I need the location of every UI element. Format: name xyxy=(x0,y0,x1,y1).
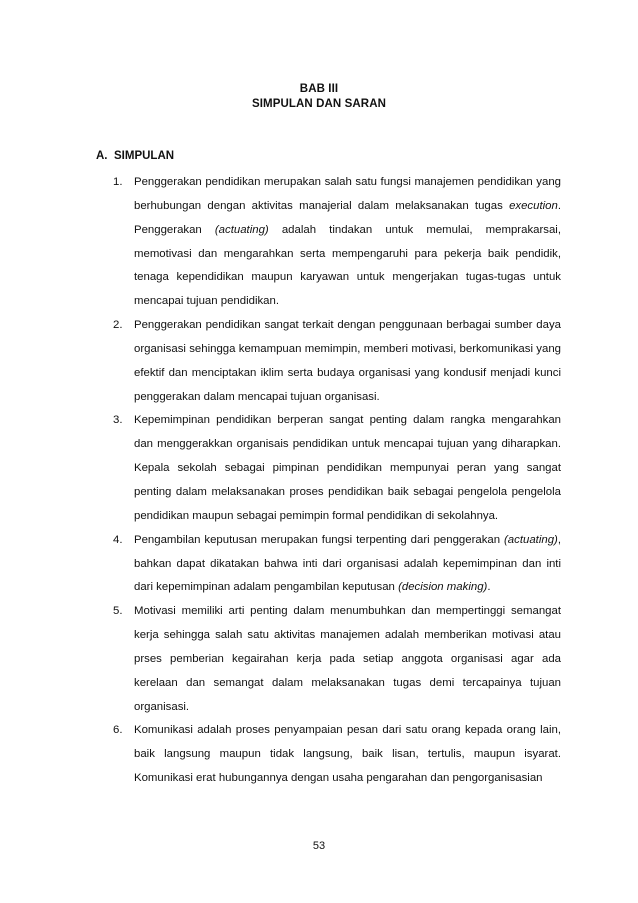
list-item xyxy=(113,409,561,528)
italic-term: (decision making) xyxy=(398,581,488,594)
conclusion-list xyxy=(113,171,561,791)
section-heading xyxy=(96,150,174,162)
section-title: SIMPULAN xyxy=(114,150,175,162)
list-item-text: . xyxy=(487,581,491,594)
chapter-number: BAB III xyxy=(299,83,339,95)
italic-term: (actuating) xyxy=(504,533,558,546)
list-item xyxy=(113,529,561,601)
list-item-number: 1. xyxy=(113,176,123,188)
list-item-text: Penggerakan pendidikan merupakan salah satu fungsi manajemen pendidikan yang berhubungan dengan aktivitas manajerial dalam melaksanakan tugas xyxy=(134,176,561,212)
page-number: 53 xyxy=(312,840,326,852)
list-item-text: . Penggerakan xyxy=(134,199,561,236)
chapter-title: SIMPULAN DAN SARAN xyxy=(251,98,387,110)
list-item xyxy=(113,600,561,719)
list-item-text: Komunikasi adalah proses penyampaian pesan dari satu orang kepada orang lain, baik langsung maupun tidak langsung, baik lisan, tertulis, maupun isyarat. Komunikasi erat hubungannya dengan usaha pengarahan dan pengorganisasian xyxy=(134,724,561,785)
list-item-number: 6. xyxy=(113,724,123,737)
list-item-number: 2. xyxy=(113,319,123,332)
italic-term: execution xyxy=(509,199,558,212)
list-item-text: Pengambilan keputusan merupakan fungsi terpenting dari penggerakan xyxy=(134,533,504,546)
list-item-number: 3. xyxy=(113,414,123,427)
list-item xyxy=(113,171,561,314)
list-item-text: Motivasi memiliki arti penting dalam menumbuhkan dan mempertinggi semangat kerja sehingga salah satu aktivitas manajemen adalah memberikan motivasi atau prses pemberian kegairahan kerja pada setiap anggota organisasi agar ada kerelaan dan semangat dalam melaksanakan tugas demi tercapainya tujuan organisasi. xyxy=(134,605,561,713)
list-item-number: 5. xyxy=(113,605,123,618)
section-letter: A. xyxy=(96,150,108,162)
list-item-text: Penggerakan pendidikan sangat terkait dengan penggunaan berbagai sumber daya organisasi sehingga kemampuan memimpin, memberi motivasi, berkomunikasi yang efektif dan menciptakan iklim serta budaya organisasi yang kondusif menjadi kunci penggerakan dalam mencapai tujuan organisasi. xyxy=(134,319,561,403)
list-item-text: Kepemimpinan pendidikan berperan sangat penting dalam rangka mengarahkan dan menggerakkan organisais pendidikan untuk mencapai tujuan yang diharapkan. Kepala sekolah sebagai pimpinan pendidikan mempunyai peran yang sangat penting dalam melaksanakan proses pendidikan baik sebagai pengelola pengelola pendidikan maupun sebagai pemimpin formal pendidikan di sekolahnya. xyxy=(134,414,561,522)
list-item-number: 4. xyxy=(113,533,123,546)
italic-term: (actuating) xyxy=(214,223,269,236)
list-item-text: adalah tindakan untuk memulai, memprakarsai, memotivasi dan mengarahkan serta mempengaruhi para pekerja baik pendidik, tenaga kependidikan maupun karyawan untuk mengerjakan tugas-tugas untuk mencapai tujuan pendidikan. xyxy=(134,223,561,308)
list-item xyxy=(113,314,561,409)
list-item-text: , bahkan dapat dikatakan bahwa inti dari organisasi adalah kepemimpinan dan inti dari kepemimpinan adalam pengambilan keputusan xyxy=(134,533,561,594)
list-item xyxy=(113,719,561,791)
